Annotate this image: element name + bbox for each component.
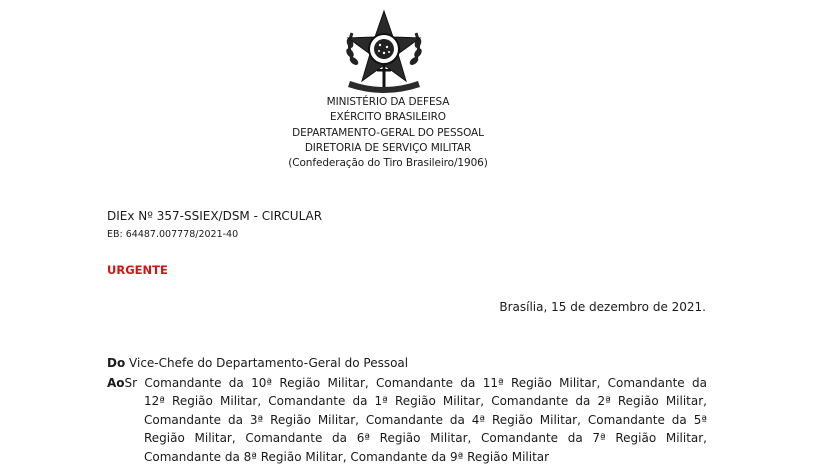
confederation-line: (Confederação do Tiro Brasileiro/1906) xyxy=(288,157,488,170)
recipient-line: 12ª Região Militar, Comandante da 1ª Região Militar, Comandante da 2ª Região Militar, xyxy=(144,394,707,409)
letterhead xyxy=(240,95,536,171)
sender-line xyxy=(107,356,408,370)
coat-of-arms-icon xyxy=(340,9,428,95)
document-date: Brasília, 15 de dezembro de 2021. xyxy=(499,300,706,314)
ministry-line: MINISTÉRIO DA DEFESA xyxy=(326,96,450,108)
recipient-line: Comandante da 8ª Região Militar, Comandante da 9ª Região Militar xyxy=(144,449,550,464)
recipient-continuation xyxy=(144,392,707,466)
sender-label: Do xyxy=(107,356,126,370)
eb-reference: EB: 64487.007778/2021-40 xyxy=(107,229,239,240)
directorate-line: DIRETORIA DE SERVIÇO MILITAR xyxy=(304,141,472,154)
recipient-first-line xyxy=(107,374,707,392)
recipient-line: Sr Comandante da 10ª Região Militar, Comandante da 11ª Região Militar, Comandante da xyxy=(124,376,707,390)
army-line: EXÉRCITO BRASILEIRO xyxy=(330,111,446,124)
recipient-label: Ao xyxy=(107,376,125,390)
recipient-line: Região Militar, Comandante da 6ª Região Militar, Comandante da 7ª Região Militar, xyxy=(144,431,707,446)
recipient-line: Comandante da 3ª Região Militar, Comandante da 4ª Região Militar, Comandante da 5ª xyxy=(144,412,707,427)
sender-text: Vice-Chefe do Departamento-Geral do Pessoal xyxy=(125,356,409,370)
department-line: DEPARTAMENTO-GERAL DO PESSOAL xyxy=(292,126,484,139)
document-number: DIEx Nº 357-SSIEX/DSM - CIRCULAR xyxy=(107,209,323,223)
urgent-label: URGENTE xyxy=(107,263,168,277)
recipient-block xyxy=(107,374,707,466)
